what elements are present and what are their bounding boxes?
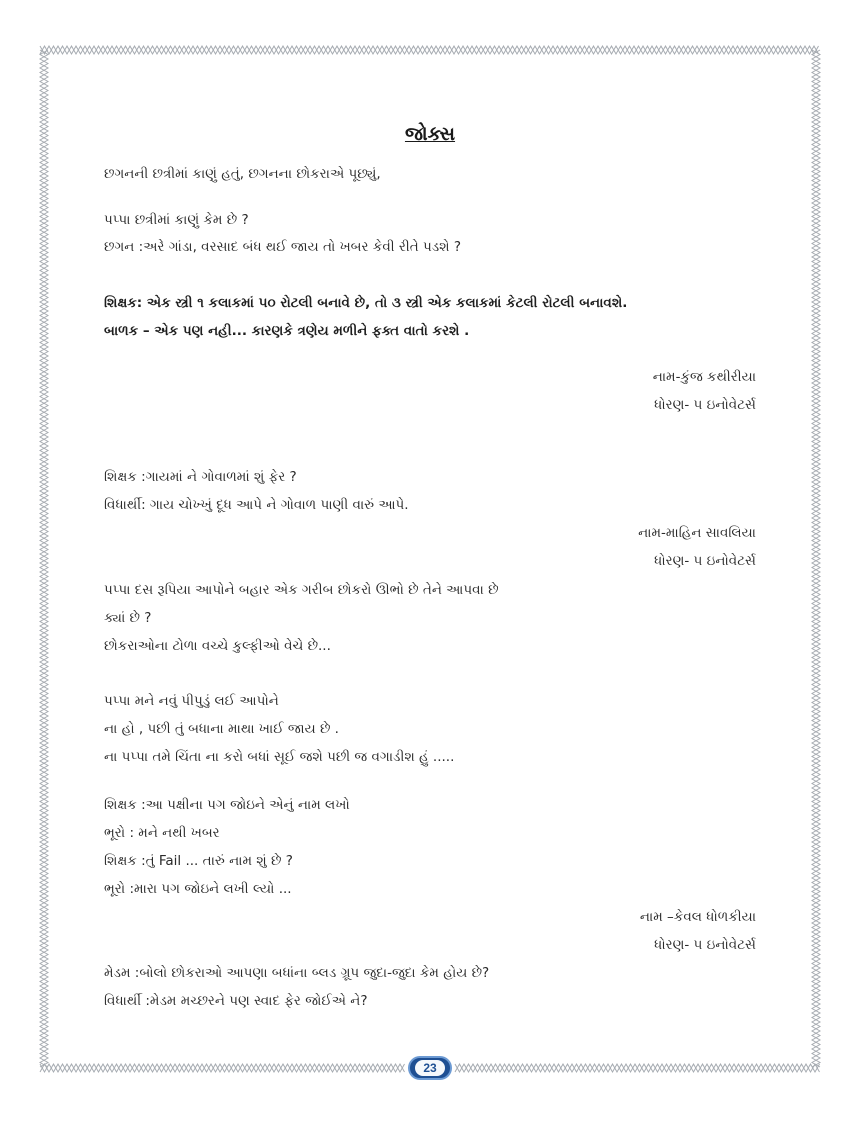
joke-line: પપ્પા દસ રૂપિયા આપોને બહાર એક ગરીબ છોકરો ઊભો છે તેને આપવા છે — [104, 582, 499, 598]
joke-line: છગન :અરે ગાંડા, વરસાદ બંધ થઈ જાય તો ખબર કેવી રીતે પડશે ? — [104, 239, 462, 255]
joke-line-bold: બાળક – એક પણ નહી... કારણકે ત્રણેય મળીને ફક્ત વાતો કરશે . — [104, 323, 470, 339]
joke-line: ક્યાં છે ? — [104, 610, 152, 626]
joke-line: શિક્ષક :તું Fail ... તારું નામ શું છે ? — [104, 853, 293, 869]
joke-line: ના હો , પછી તું બધાના માથા ખાઈ જાય છે . — [104, 721, 339, 737]
joke-line: વિધાર્થી :મેડમ મચ્છરને પણ સ્વાદ ફેર જોઈએ ને? — [104, 993, 368, 1009]
joke-line: ભૂરો : મને નથી ખબર — [104, 825, 220, 841]
joke-line-bold: શિક્ષક: એક સ્ત્રી ૧ કલાકમાં ૫૦ રોટલી બનાવે છે, તો ૩ સ્ત્રી એક કલાકમાં કેટલી રોટલી બનાવશે. — [104, 295, 628, 311]
page-number-badge — [408, 1056, 452, 1080]
credit-grade: ધોરણ- ૫ ઇનોવેટર્સ — [654, 937, 756, 953]
joke-line: ના પપ્પા તમે ચિંતા ના કરો બધાં સૂઈ જશે પછી જ વગાડીશ હું ..... — [104, 749, 455, 765]
joke-line: છોકરાઓના ટોળા વચ્ચે કુલ્ફીઓ વેચે છે... — [104, 638, 331, 654]
page-title: જોક્સ — [404, 123, 456, 145]
page-number: 23 — [415, 1060, 445, 1076]
joke-line: પપ્પા છત્રીમાં કાણું કેમ છે ? — [104, 212, 249, 228]
joke-line: ભૂરો :મારા પગ જોઇને લખી લ્યો ... — [104, 881, 292, 897]
joke-line: શિક્ષક :આ પક્ષીના પગ જોઇને એનું નામ લખો — [104, 797, 350, 813]
credit-grade: ધોરણ- ૫ ઇનોવેટર્સ — [654, 553, 756, 569]
credit-grade: ધોરણ- ૫ ઇનોવેટર્સ — [654, 397, 756, 413]
joke-line: છગનની છત્રીમાં કાણું હતું, છગનના છોકરાએ પૂછ્યું, — [104, 166, 381, 182]
credit-name: નામ-માહિન સાવલિયા — [638, 525, 756, 541]
joke-line: શિક્ષક :ગાયમાં ને ગોવાળમાં શું ફેર ? — [104, 469, 297, 485]
joke-line: વિધાર્થી: ગાય ચોખ્ખું દૂધ આપે ને ગોવાળ પાણી વારું આપે. — [104, 497, 409, 513]
joke-line: મેડમ :બોલો છોકરાઓ આપણા બધાંના બ્લડ ગ્રૂપ જુદા-જુદા કેમ હોય છે? — [104, 965, 490, 981]
credit-name: નામ-કુંજ કથીરીયા — [652, 369, 756, 385]
credit-name: નામ –કેવલ ધોળકીયા — [639, 909, 756, 925]
joke-line: પપ્પા મને નવું પીપુડું લઈ આપોને — [104, 693, 279, 709]
